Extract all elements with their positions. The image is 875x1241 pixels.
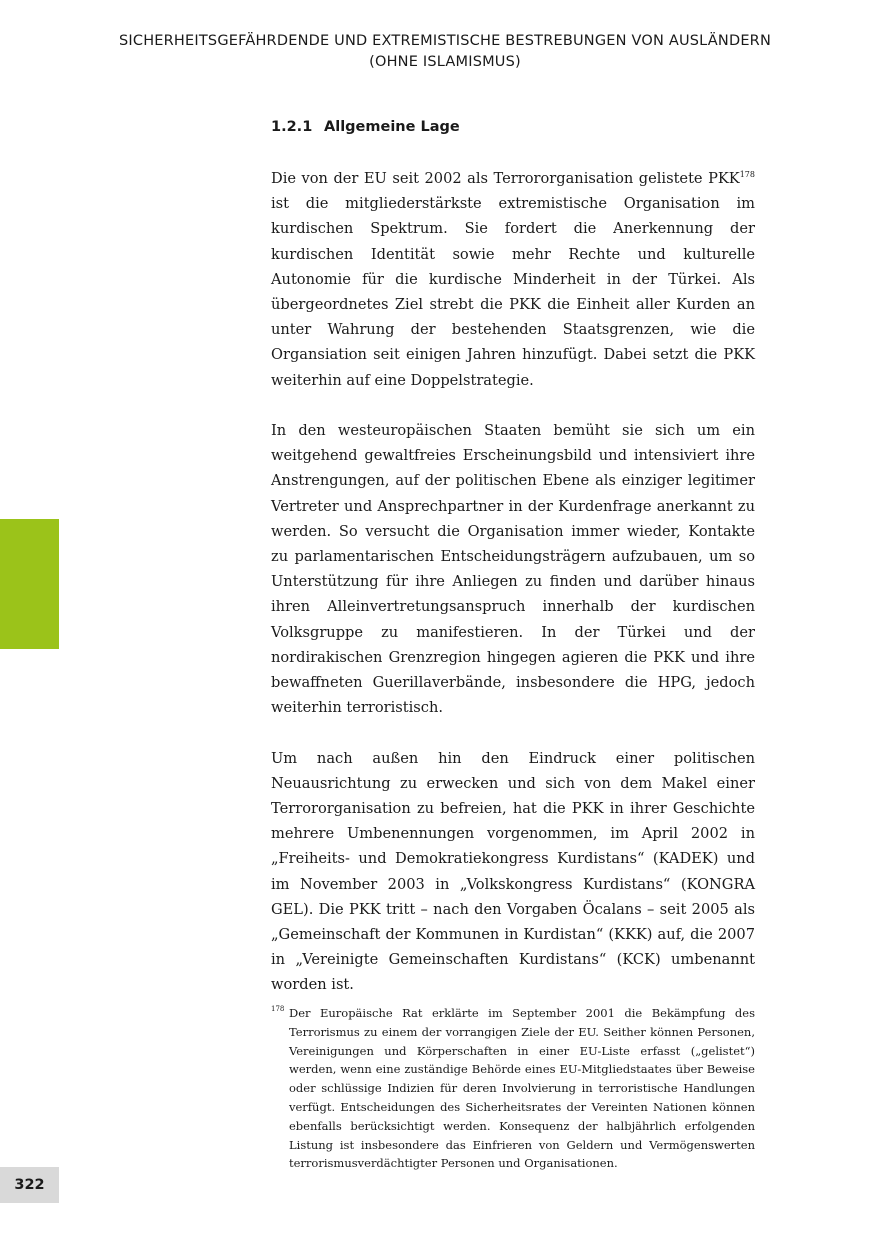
body-text (271, 166, 755, 1023)
chapter-side-tab (0, 519, 59, 649)
paragraph-2: In den westeuropäischen Staaten bemüht sie sich um ein weitgehend gewaltfreies Erscheinungsbild und intensiviert ihre Anstrengungen, auf der politischen Ebene als einziger legitimer Vertreter und Ansprechpartner in der Kurdenfrage anerkannt zu werden. So versucht die Organisation immer wieder, Kontakte zu parlamentarischen Entscheidungsträgern aufzubauen, um so Unterstützung für ihre Anliegen zu finden und darüber hinaus ihren Alleinvertretungsanspruch innerhalb der kurdischen Volksgruppe zu manifestieren. In der Türkei und der nordirakischen Grenzregion hingegen agieren die PKK und ihre bewaffneten Guerillaverbände, insbesondere die HPG, jedoch weiterhin terroristisch. (271, 422, 755, 717)
running-header-line-2: (OHNE ISLAMISMUS) (369, 54, 521, 70)
page-number (0, 1167, 59, 1203)
paragraph-1-rest: ist die mitgliederstärkste extremistische Organisation im kurdischen Spektrum. Sie fordert die Anerkennung der kurdischen Identität sowie mehr Rechte und kulturelle Autonomie für die kurdische Minderheit in der Türkei. Als übergeordnetes Ziel strebt die PKK die Einheit aller Kurden an unter Wahrung der bestehenden Staatsgrenzen, wie die Organsiation seit einigen Jahren hinzufügt. Dabei setzt die PKK weiterhin auf eine Doppelstrategie. (271, 195, 755, 389)
footnote-number: 178 (271, 1005, 285, 1013)
running-header-line-1: SICHERHEITSGEFÄHRDENDE UND EXTREMISTISCHE BESTREBUNGEN VON AUSLÄNDERN (118, 33, 772, 49)
footnote (271, 1004, 755, 1173)
page-number-label: 322 (14, 1177, 45, 1193)
footnote-reference[interactable]: 178 (739, 170, 755, 179)
footnote-text: Der Europäische Rat erklärte im September 2001 die Bekämpfung des Terrorismus zu einem der vorrangigen Ziele der EU. Seither können Personen, Vereinigungen und Körperschaften in einer EU-Liste erfasst („gelistet“) werden, wenn eine zuständige Behörde eines EU-Mitgliedstaates über Beweise oder schlüssige Indizien für deren Involvierung in terroristische Handlungen verfügt. Entscheidungen des Sicherheitsrates der Vereinten Nationen können ebenfalls berücksichtigt werden. Konsequenz der halbjährlich erfolgenden Listung ist insbesondere das Einfrieren von Geldern und Vermögenswerten terrorismusverdächtigter Personen und Organisationen. (289, 1006, 755, 1171)
paragraph-1 (271, 166, 755, 393)
section-number: 1.2.1 (271, 119, 313, 135)
section-heading (271, 117, 460, 137)
section-title: Allgemeine Lage (324, 119, 460, 135)
paragraph-3: Um nach außen hin den Eindruck einer politischen Neuausrichtung zu erwecken und sich von dem Makel einer Terrororganisation zu befreien, hat die PKK in ihrer Geschichte mehrere Umbenennungen vorgenommen, im April 2002 in „Freiheits- und Demokratiekongress Kurdistans“ (KADEK) und im November 2003 in „Volkskongress Kurdistans“ (KONGRA GEL). Die PKK tritt – nach den Vorgaben Öcalans – seit 2005 als „Gemeinschaft der Kommunen in Kurdistan“ (KKK) auf, die 2007 in „Vereinigte Gemeinschaften Kurdistans“ (KCK) umbenannt worden ist. (271, 749, 755, 994)
paragraph-1-start: Die von der EU seit 2002 als Terrororganisation gelistete PKK (271, 170, 740, 187)
running-header (60, 31, 830, 73)
